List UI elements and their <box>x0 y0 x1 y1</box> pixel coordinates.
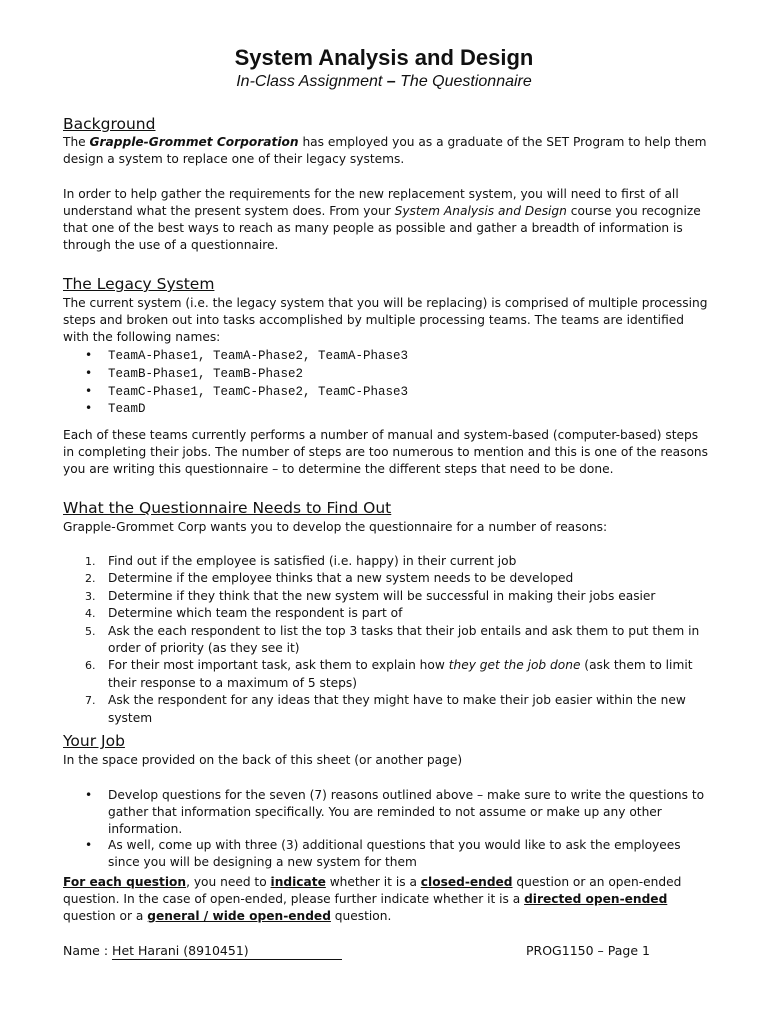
list-item <box>63 692 713 727</box>
text: whether it is a <box>325 875 421 889</box>
subtitle-dash: – <box>382 73 401 90</box>
item-number: 5. <box>85 624 96 638</box>
list-item <box>63 657 713 692</box>
background-heading: Background <box>63 115 156 133</box>
item-number: 7. <box>85 694 96 708</box>
course-name: System Analysis and Design <box>394 204 567 218</box>
name-label: Name : <box>63 943 113 958</box>
emphasis: directed open-ended <box>524 892 668 906</box>
bg-p2-a: In order to help gather the requirements for the new replacement system, you will need to first of all understand what the present system does. From your <box>63 187 679 218</box>
text: question or an open-ended question. In the case of open-ended, please further indicate whether it is a <box>63 875 682 906</box>
list-item <box>63 570 713 587</box>
emphasis: indicate <box>270 875 326 889</box>
reasons-list <box>63 553 713 727</box>
bullet: • <box>85 365 93 380</box>
text: question or a <box>63 909 148 923</box>
team-names: TeamA-Phase1, TeamA-Phase2, TeamA-Phase3 <box>108 349 409 363</box>
questionnaire-intro: Grapple-Grommet Corp wants you to develop the questionnaire for a number of reasons: <box>63 520 608 534</box>
text: , you need to <box>186 875 271 889</box>
item-text: Ask the respondent for any ideas that they might have to make their job easier within the new system <box>108 693 686 725</box>
bullet: • <box>85 788 93 802</box>
list-item <box>63 400 703 418</box>
item-number: 1. <box>85 555 96 568</box>
bullet: • <box>85 383 93 398</box>
subtitle-part1: In-Class Assignment <box>236 73 383 90</box>
item-text: For their most important task, ask them to explain how <box>108 658 449 673</box>
list-item <box>63 365 703 383</box>
team-names: TeamB-Phase1, TeamB-Phase2 <box>108 366 304 381</box>
list-item <box>63 588 713 605</box>
bg-p1-prefix: The <box>63 135 90 149</box>
legacy-heading: The Legacy System <box>63 275 215 293</box>
document-title: System Analysis and Design <box>234 45 534 70</box>
background-paragraph-2 <box>63 186 713 254</box>
list-item <box>63 623 713 658</box>
item-number: 4. <box>85 607 96 621</box>
item-number: 6. <box>85 659 96 673</box>
name-value: Het Harani (8910451) <box>112 943 342 960</box>
bullet: • <box>85 838 93 853</box>
team-names: TeamC-Phase1, TeamC-Phase2, TeamC-Phase3 <box>108 384 409 399</box>
emphasis: For each question <box>63 875 187 889</box>
bg-p1-rest: has employed you as a graduate of the SET Program to help them design a system to replace one of their legacy systems. <box>63 135 707 166</box>
legacy-outro: Each of these teams currently performs a number of manual and system-based (computer-based) steps in completing their jobs. The number of steps are too numerous to mention and this is one of the reasons you are writing this questionnaire – to determine the different steps that need to be done. <box>63 428 708 476</box>
team-list <box>63 347 703 418</box>
item-text: Determine if they think that the new system will be successful in making their jobs easier <box>108 588 656 603</box>
list-item <box>63 383 703 401</box>
emphasis: closed-ended <box>420 875 513 889</box>
item-text: Ask the each respondent to list the top 3 tasks that their job entails and ask them to put them in order of priority (as they see it) <box>108 623 700 656</box>
background-paragraph-1 <box>63 134 713 168</box>
name-field <box>63 943 342 960</box>
item-number: 2. <box>85 572 96 586</box>
team-names: TeamD <box>108 402 146 417</box>
item-text: Develop questions for the seven (7) reasons outlined above – make sure to write the questions to gather that information specifically. You are reminded to not assume or make up any other information. <box>108 788 705 836</box>
yourjob-list <box>63 787 713 871</box>
item-text: Determine which team the respondent is part of <box>108 606 403 621</box>
item-text-italic: they get the job done <box>448 658 581 673</box>
item-text: Find out if the employee is satisfied (i.e. happy) in their current job <box>108 554 517 568</box>
item-text: As well, come up with three (3) additional questions that you would like to ask the employees since you will be designing a new system for them <box>108 838 681 870</box>
bullet: • <box>85 401 93 416</box>
legacy-intro: The current system (i.e. the legacy system that you will be replacing) is comprised of multiple processing steps and broken out into tasks accomplished by multiple processing teams. The teams are identified with the following names: <box>63 296 708 344</box>
company-name: Grapple-Grommet Corporation <box>89 135 299 149</box>
subtitle-part2: The Questionnaire <box>400 73 532 90</box>
item-number: 3. <box>85 589 96 603</box>
list-item <box>63 787 713 837</box>
list-item <box>63 553 713 570</box>
page-label: PROG1150 – Page 1 <box>526 943 650 958</box>
text: question. <box>330 909 392 923</box>
list-item <box>63 605 713 622</box>
bullet: • <box>85 348 93 362</box>
list-item <box>63 347 703 365</box>
emphasis: general / wide open-ended <box>147 909 331 923</box>
questionnaire-heading: What the Questionnaire Needs to Find Out <box>63 499 392 517</box>
item-text: Determine if the employee thinks that a new system needs to be developed <box>108 571 574 586</box>
bg-p2-b: course you recognize that one of the best ways to reach as many people as possible and gather a breadth of information is through the use of a questionnaire. <box>63 204 701 252</box>
instruction-paragraph <box>63 874 713 925</box>
yourjob-intro: In the space provided on the back of this sheet (or another page) <box>63 753 463 767</box>
yourjob-heading: Your Job <box>63 732 125 750</box>
item-text: (ask them to limit their response to a maximum of 5 steps) <box>108 658 693 690</box>
document-subtitle <box>0 73 768 91</box>
list-item <box>63 837 713 871</box>
